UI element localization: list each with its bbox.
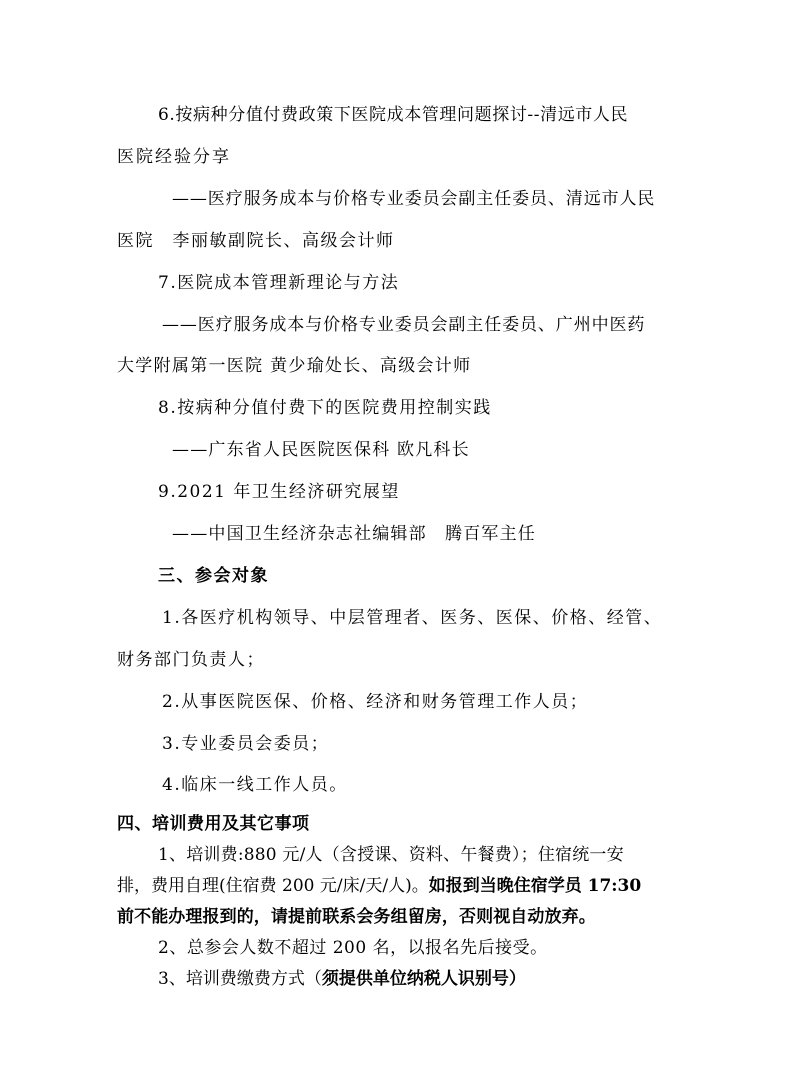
fee-line-2-bold: 如报到当晚住宿学员 17:30 — [428, 876, 642, 896]
item-9-title: 9.2021 年卫生经济研究展望 — [158, 482, 400, 502]
payment-method-normal: 3、培训费缴费方式（ — [158, 969, 322, 989]
item-6-speaker-line2: 医院 李丽敏副院长、高级会计师 — [117, 231, 395, 251]
item-7-speaker-line1: ——医疗服务成本与价格专业委员会副主任委员、广州中医药 — [162, 315, 646, 335]
item-6-speaker-line1: ——医疗服务成本与价格专业委员会副主任委员、清远市人民 — [172, 189, 656, 209]
payment-method-line — [158, 967, 526, 991]
item-9-speaker-line1: ——中国卫生经济杂志社编辑部 腾百军主任 — [172, 524, 536, 544]
participants-item-1-line2: 财务部门负责人； — [117, 650, 265, 670]
fee-line-3: 前不能办理报到的，请提前联系会务组留房，否则视自动放弃。 — [117, 907, 596, 927]
fee-line-2 — [117, 874, 641, 898]
section-four-heading: 四、培训费用及其它事项 — [117, 814, 310, 834]
item-6-title-line2: 医院经验分享 — [117, 147, 231, 167]
item-7-title: 7.医院成本管理新理论与方法 — [158, 273, 400, 293]
fee-line-1: 1、培训费:880 元/人（含授课、资料、午餐费）；住宿统一安 — [158, 845, 624, 865]
item-7-speaker-line2: 大学附属第一医院 黄少瑜处长、高级会计师 — [117, 356, 472, 376]
attendee-limit-line: 2、总参会人数不超过 200 名，以报名先后接受。 — [158, 938, 548, 958]
payment-method-bold: 须提供单位纳税人识别号） — [321, 969, 526, 989]
participants-item-4: 4.临床一线工作人员。 — [162, 775, 348, 795]
participants-item-3: 3.专业委员会委员； — [162, 734, 330, 754]
item-6-title-line1: 6.按病种分值付费政策下医院成本管理问题探讨--清远市人民 — [158, 105, 629, 125]
participants-item-1-line1: 1.各医疗机构领导、中层管理者、医务、医保、价格、经管、 — [162, 608, 663, 628]
item-8-speaker-line1: ——广东省人民医院医保科 欧凡科长 — [172, 440, 470, 460]
participants-item-2: 2.从事医院医保、价格、经济和财务管理工作人员； — [162, 692, 589, 712]
item-8-title: 8.按病种分值付费下的医院费用控制实践 — [158, 398, 492, 418]
fee-line-2-normal: 排，费用自理(住宿费 200 元/床/天/人)。 — [117, 876, 429, 896]
section-three-heading: 三、参会对象 — [158, 566, 269, 586]
